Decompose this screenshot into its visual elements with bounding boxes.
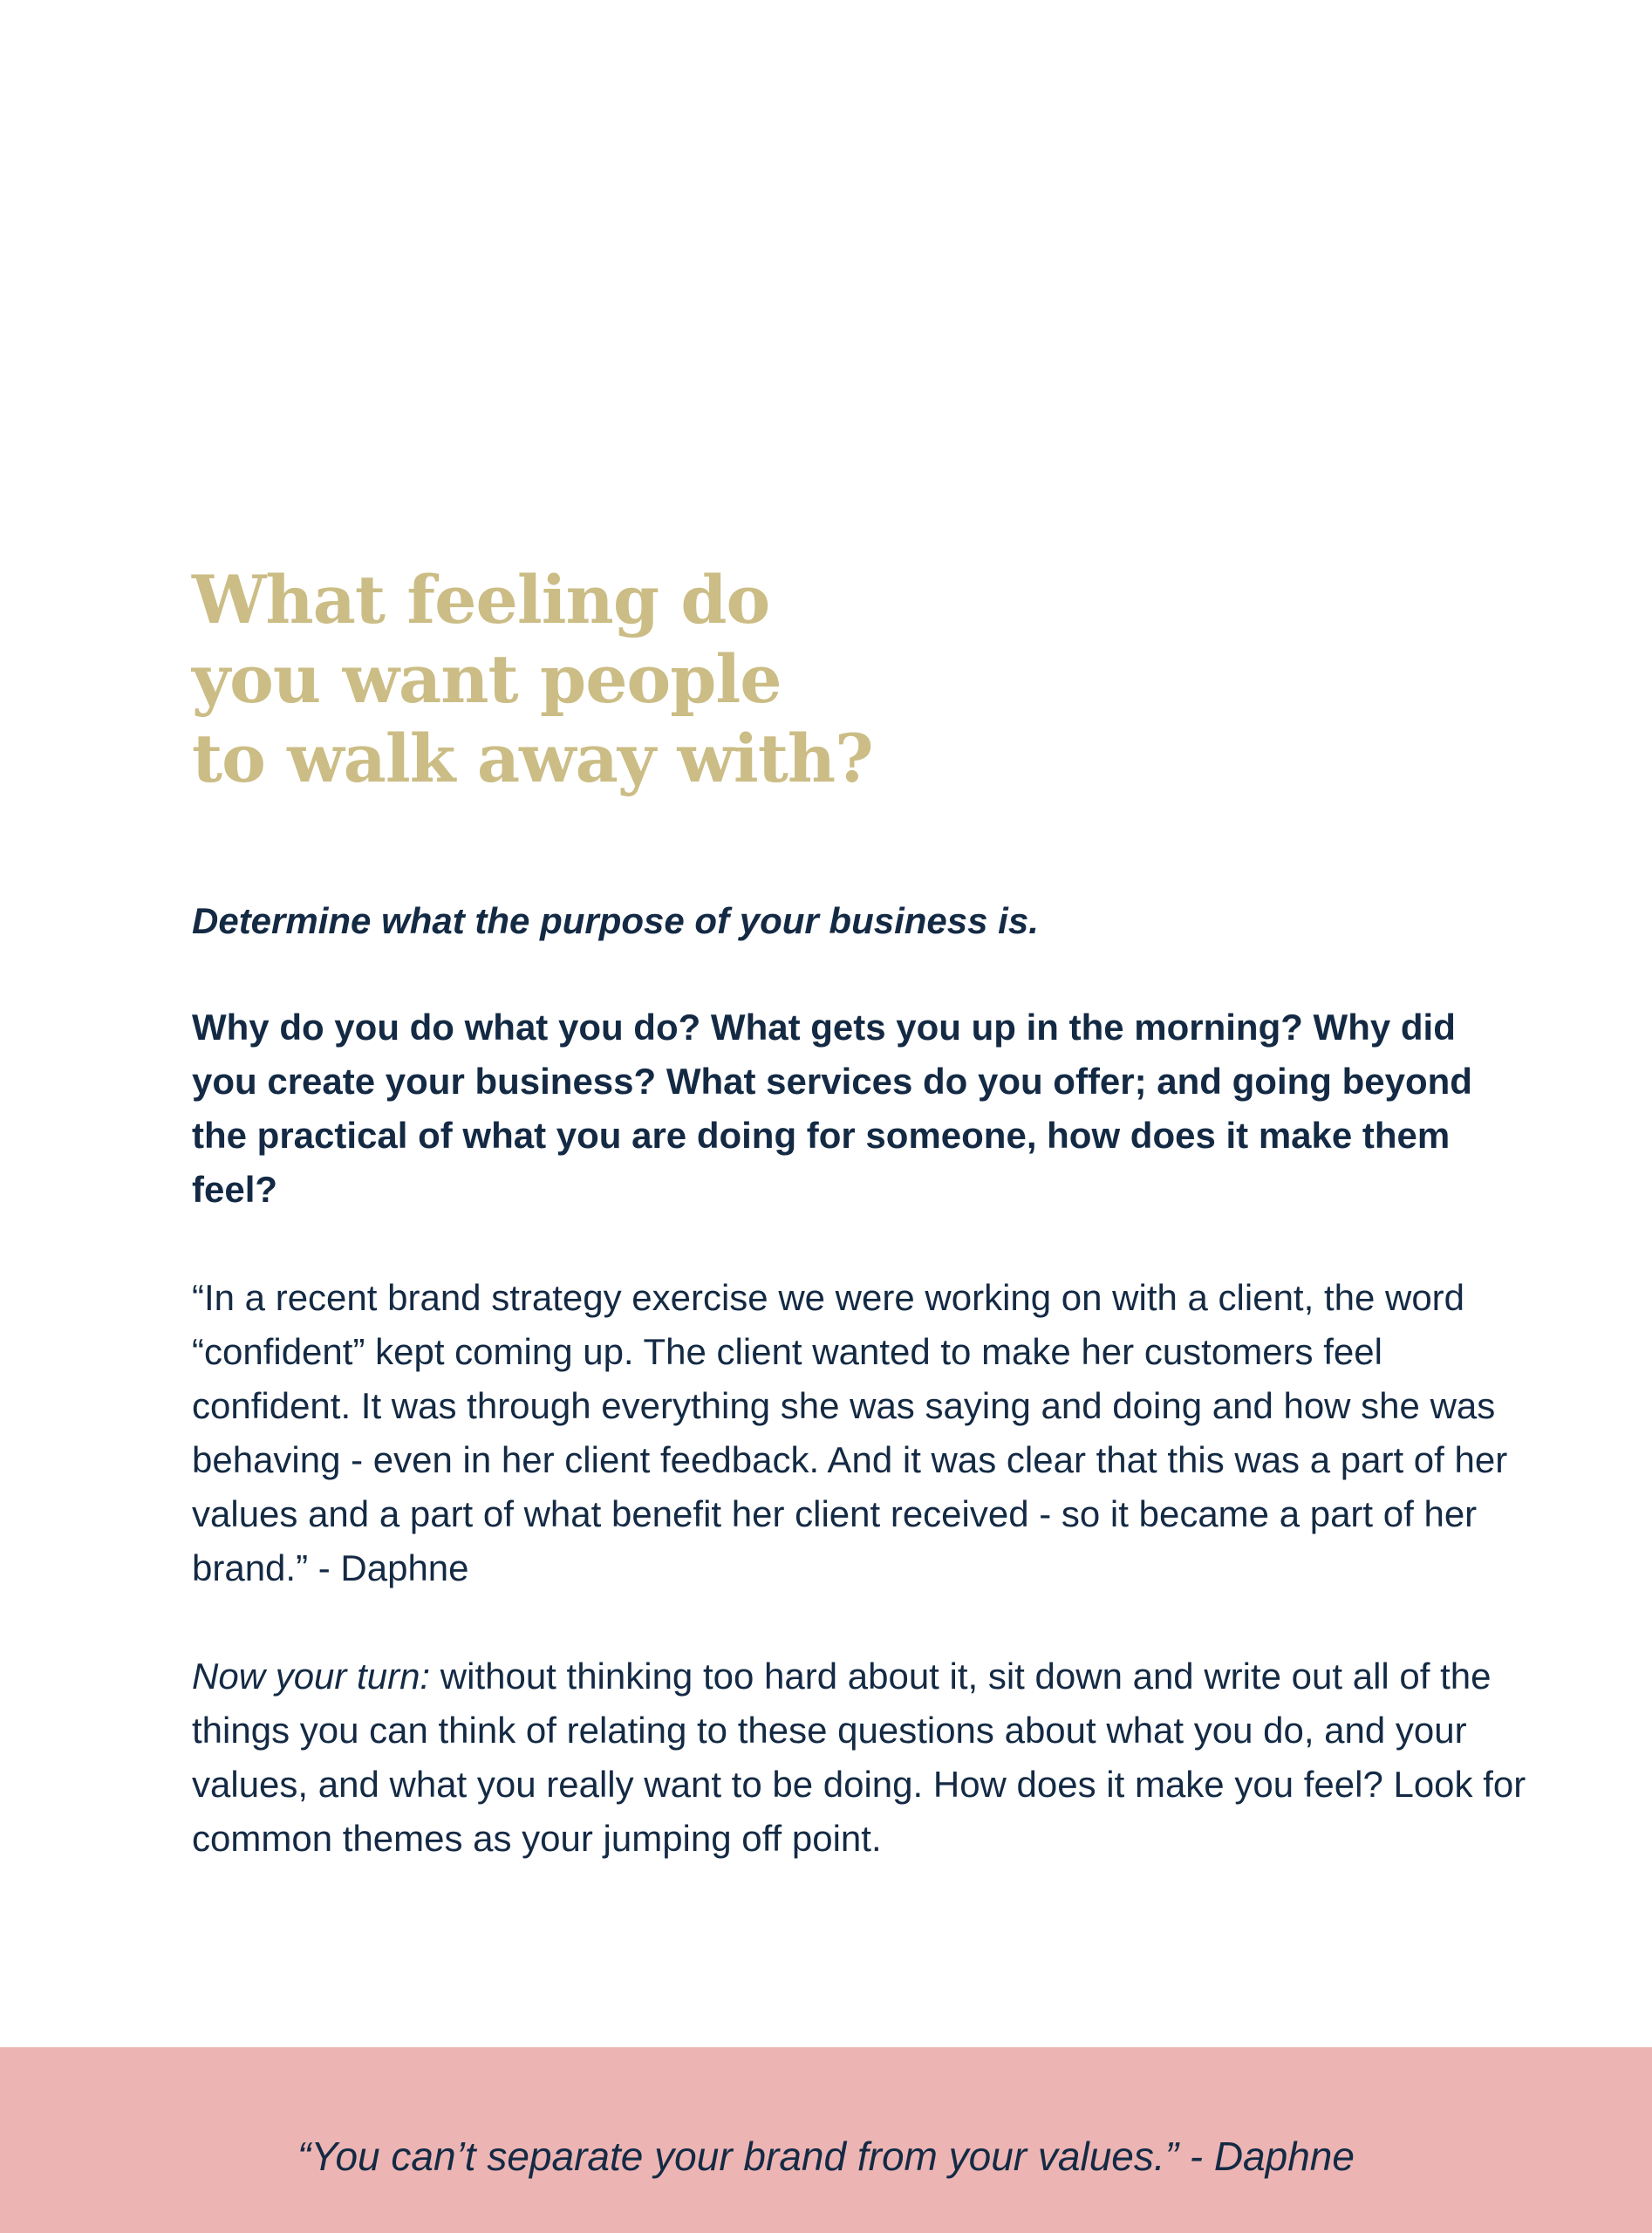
heading-line-1: What feeling do	[192, 561, 770, 638]
client-story-quote: “In a recent brand strategy exercise we were working on with a client, the word “confident” kept coming up. The client wanted to make her customers feel confident. It was through everything she was saying and doing and how she was behaving - even in her client feedback. And it was clear that this was a part of her values and a part of what benefit her client received - so it became a part of her brand.” - Daphne	[192, 1277, 1508, 1588]
quote-banner	[0, 2047, 1652, 2233]
heading-line-3: to walk away with?	[192, 720, 873, 797]
banner-quote: “You can’t separate your brand from your values.” - Daphne	[297, 2133, 1355, 2179]
exercise-instructions	[192, 1649, 1526, 1866]
lead-statement: Determine what the purpose of your business is.	[192, 900, 1039, 941]
exercise-label: Now your turn:	[192, 1656, 431, 1697]
body-content	[192, 894, 1526, 1866]
exercise-text: without thinking too hard about it, sit down and write out all of the things you can think of relating to these questions about what you do, and your values, and what you really want to be doing. How does it make you feel? Look for common themes as your jumping off point.	[192, 1656, 1526, 1859]
page-heading	[192, 560, 1239, 798]
heading-line-2: you want people	[192, 640, 782, 718]
purpose-questions: Why do you do what you do? What gets you up in the morning? Why did you create your business? What services do you offer; and going beyond the practical of what you are doing for someone, how does it make them feel?	[192, 1007, 1472, 1210]
